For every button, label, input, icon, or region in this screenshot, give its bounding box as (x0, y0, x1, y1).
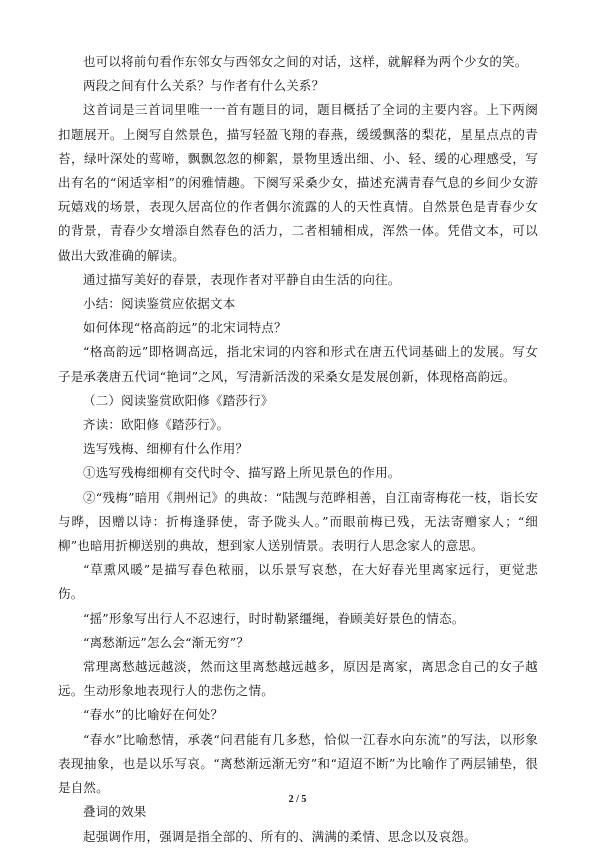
paragraph: 常理离愁越远越淡，然而这里离愁越远越多，原因是离家，离思念自己的女子越远。生动形象地表现行人的悲伤之情。 (58, 659, 538, 699)
page-number: 2 / 5 (288, 794, 307, 805)
paragraph: 通过描写美好的春景，表现作者对平静自由生活的向往。 (83, 271, 401, 287)
paragraph: 这首词是三首词里唯一一首有题目的词，题目概括了全词的主要内容。上下两阕扣题展开。上阕写自然景色，描写轻盈飞翔的春燕，缓缓飘落的梨花，星星点点的青苔，绿叶深处的莺啼，飘飘忽忽的柳絮，景物里透出细、小、轻、缓的心理感受，写出有名的“闲适宰相”的闲雅情趣。下阕写采桑少女，描述充满青春气息的乡间少女游玩嬉戏的场景，表现久居高位的作者偶尔流露的人的天性真情。自然景色是青春少女的背景，青春少女增添自然春色的活力，二者相辅相成，浑然一体。凭借文本，可以做出大致准确的解读。 (58, 102, 538, 263)
question-heading: 选写残梅、细柳有什么作用？ (83, 441, 249, 457)
paragraph: 齐读：欧阳修《踏莎行》。 (83, 417, 230, 433)
summary-line: 小结：阅读鉴赏应依据文本 (83, 296, 236, 312)
paragraph: “春水”比喻愁情，承袭“问君能有几多愁，恰似一江春水向东流”的写法，以形象表现抽象，也是以乐写哀。“离愁渐远渐无穷”和“迢迢不断”为比喻作了两层铺垫，很是自然。 (58, 731, 538, 796)
paragraph: “草熏风暖”是描写春色秾丽，以乐景写哀愁，在大好春光里离家远行，更觉悲伤。 (58, 562, 538, 602)
document-body (58, 50, 538, 849)
question-heading: 两段之间有什么关系？与作者有什么关系？ (83, 78, 325, 94)
paragraph: 起强调作用，强调是指全部的、所有的、满满的柔情、思念以及哀怨。 (83, 828, 477, 844)
question-heading: “春水”的比喻好在何处？ (83, 707, 224, 723)
question-heading: 叠词的效果 (83, 804, 147, 820)
section-heading: （二）阅读鉴赏欧阳修《踏莎行》 (83, 392, 274, 408)
paragraph: ①选写残梅细柳有交代时令、描写路上所见景色的作用。 (83, 465, 401, 481)
question-heading: 如何体现“格高韵远”的北宋词特点？ (83, 320, 287, 336)
paragraph: ②“残梅”暗用《荆州记》的典故：“陆觊与范晔相善，自江南寄梅花一枝，诣长安与晔，因赠以诗：折梅逢驿使，寄予陇头人。”而眼前梅已残，无法寄赠家人；“细柳”也暗用折柳送别的典故，想到家人送别情景。表明行人思念家人的意思。 (58, 489, 538, 554)
paragraph: “摇”形象写出行人不忍速行，时时勒紧缰绳，眷顾美好景色的情态。 (83, 610, 465, 626)
paragraph: “格高韵远”即格调高远，指北宋词的内容和形式在唐五代词基础上的发展。写女子是承袭唐五代词“艳词”之风，写清新活泼的采桑女是发展创新，体现格高韵远。 (58, 344, 538, 384)
paragraph: 也可以将前句看作东邻女与西邻女之间的对话，这样，就解释为两个少女的笑。 (83, 54, 528, 69)
question-heading: “离愁渐远”怎么会“渐无穷”？ (83, 634, 250, 650)
